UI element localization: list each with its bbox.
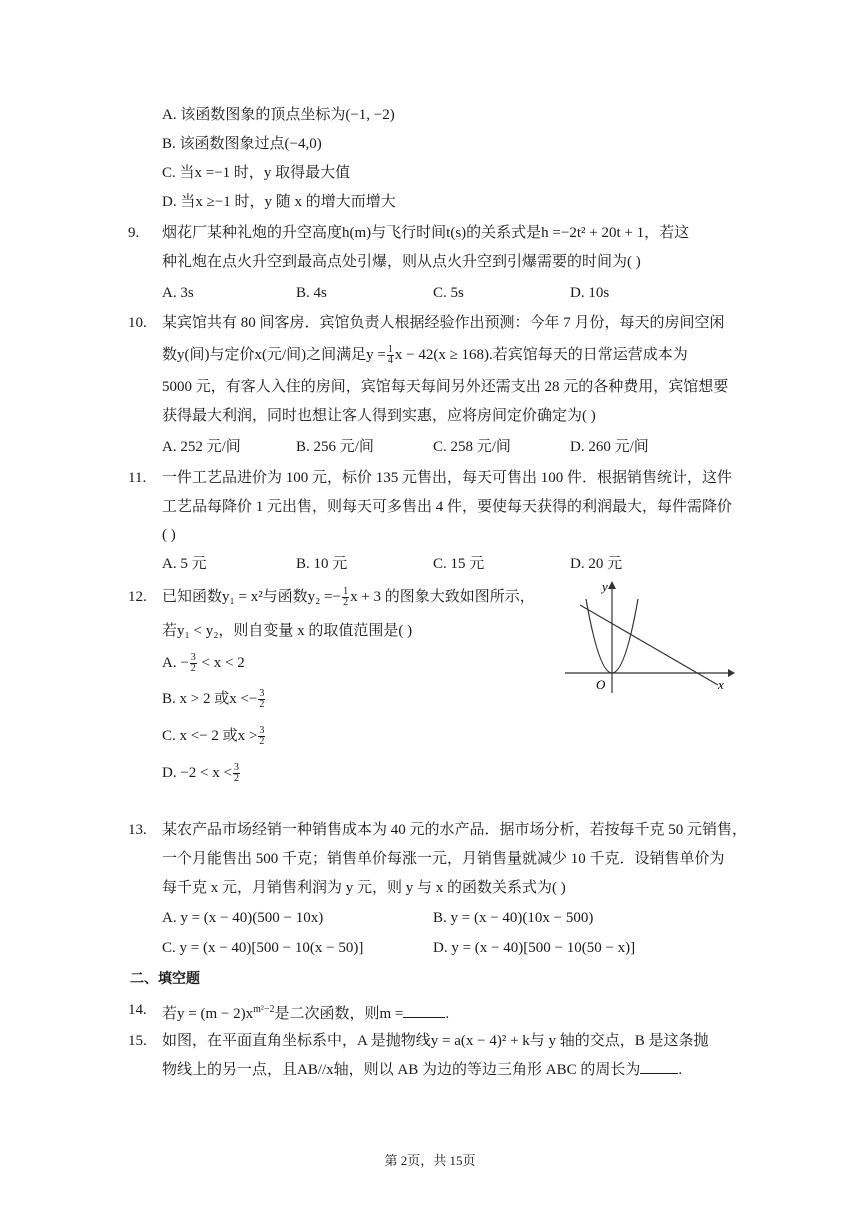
- q11-stem-line1: 一件工艺品进价为 100 元，标价 135 元售出，每天可售出 100 件．根据销售统计，这件: [162, 470, 733, 486]
- q12-option-c: C. x <− 2 或x > $\frac{3}{2}$: [162, 725, 265, 748]
- q11-stem-line2: 工艺品每降价 1 元出售，则每天可多售出 4 件，要使每天获得的利润最大，每件需降价: [162, 499, 733, 515]
- q9-option-b: B. 4s: [296, 285, 327, 301]
- q10-number: 10.: [128, 315, 147, 331]
- section-heading-fill-in: 二、填空题: [130, 971, 200, 987]
- q11-number: 11.: [128, 470, 147, 486]
- q15-stem-line2: 物线上的另一点，且AB//x轴，则以 AB 为边的等边三角形 ABC 的周长为 .: [162, 1059, 682, 1081]
- q9-stem-line1: 烟花厂某种礼炮的升空高度h(m)与飞行时间t(s)的关系式是h =−2t² + 20t + 1，若这: [162, 225, 690, 241]
- q12-function-graph: [560, 575, 735, 700]
- q15-stem-line1: 如图，在平面直角坐标系中，A 是抛物线y = a(x − 4)² + k与 y 轴的交点，B 是这条抛: [162, 1033, 709, 1049]
- q13-option-a: A. y = (x − 40)(500 − 10x): [162, 910, 324, 926]
- q15-number: 15.: [128, 1033, 147, 1049]
- q13-stem-line3: 每千克 x 元，月销售利润为 y 元，则 y 与 x 的函数关系式为( ): [162, 880, 566, 896]
- q8-option-c: C. 当x =−1 时，y 取得最大值: [162, 165, 351, 181]
- q11-option-a: A. 5 元: [162, 556, 207, 572]
- q9-option-c: C. 5s: [433, 285, 464, 301]
- q9-option-d: D. 10s: [570, 285, 610, 301]
- answer-blank[interactable]: [640, 1059, 678, 1074]
- q13-number: 13.: [128, 822, 147, 838]
- q13-stem-line2: 一个月能售出 500 千克；销售单价每涨一元，月销售量就减少 10 千克．设销售单价为: [162, 851, 725, 867]
- q10-stem-line1: 某宾馆共有 80 间客房．宾馆负责人根据经验作出预测：今年 7 月份，每天的房间空闲: [162, 315, 725, 331]
- q8-option-b: B. 该函数图象过点(−4,0): [162, 136, 322, 152]
- q9-stem-line2: 种礼炮在点火升空到最高点处引爆，则从点火升空到引爆需要的时间为( ): [162, 254, 641, 270]
- q12-option-b: B. x > 2 或x <− $\frac{3}{2}$: [162, 688, 265, 711]
- fraction: $\frac{3}{2}$: [259, 725, 265, 748]
- q8-option-d: D. 当x ≥−1 时，y 随 x 的增大而增大: [162, 194, 396, 210]
- q9-option-a: A. 3s: [162, 285, 194, 301]
- y-axis-arrow: [608, 581, 616, 589]
- fraction: $\frac{3}{2}$: [190, 652, 196, 675]
- q10-option-b: B. 256 元/间: [296, 439, 374, 455]
- q13-option-d: D. y = (x − 40)[500 − 10(50 − x)]: [433, 940, 636, 956]
- q12-number: 12.: [128, 589, 147, 605]
- y-axis-label: y: [602, 579, 608, 594]
- q10-option-a: A. 252 元/间: [162, 439, 241, 455]
- fraction: $\frac{1}{4}$: [387, 344, 393, 367]
- q10-stem-line3: 5000 元，有客人入住的房间，宾馆每天每间另外还需支出 28 元的各种费用，宾馆想要: [162, 379, 729, 395]
- q12-option-a: A. − $\frac{3}{2}$ < x < 2: [162, 652, 245, 675]
- q10-option-d: D. 260 元/间: [570, 439, 649, 455]
- origin-label: O: [596, 677, 606, 692]
- fraction: $\frac{3}{2}$: [233, 762, 239, 785]
- q14-number: 14.: [128, 1002, 147, 1018]
- q10-option-c: C. 258 元/间: [433, 439, 511, 455]
- q12-option-d: D. −2 < x < $\frac{3}{2}$: [162, 762, 239, 785]
- q9-number: 9.: [128, 225, 140, 241]
- page-footer: 第 2页，共 15页: [384, 1153, 476, 1168]
- q12-stem-line2: 若y₁ < y₂，则自变量 x 的取值范围是( ): [162, 623, 413, 639]
- fraction: $\frac{1}{2}$: [343, 586, 349, 609]
- q11-option-b: B. 10 元: [296, 556, 348, 572]
- q10-stem-line2: 数y(间)与定价x(元/间)之间满足y = $\frac{1}{4}$ x − 42(x ≥ 168).若宾馆每天的日常运营成本为: [162, 344, 688, 367]
- q10-stem-line4: 获得最大利润，同时也想让客人得到实惠，应将房间定价确定为( ): [162, 408, 596, 424]
- answer-blank[interactable]: [403, 1003, 445, 1018]
- q11-stem-line3: ( ): [162, 527, 176, 543]
- q8-option-a: A. 该函数图象的顶点坐标为(−1, −2): [162, 107, 395, 123]
- x-axis-label: x: [718, 677, 724, 692]
- fraction: $\frac{3}{2}$: [259, 688, 265, 711]
- q12-stem-line1: 已知函数y₁ = x²与函数y₂ =− $\frac{1}{2}$ x + 3 的图象大致如图所示，: [162, 586, 535, 609]
- q14-stem: 若$y = (m - 2)x^{m^2-2}$是二次函数，则m = .: [162, 1004, 450, 1022]
- q13-option-c: C. y = (x − 40)[500 − 10(x − 50)]: [162, 940, 364, 956]
- x-axis-arrow: [728, 669, 735, 677]
- q13-stem-line1: 某农产品市场经销一种销售成本为 40 元的水产品．据市场分析，若按每千克 50 元销售，: [162, 822, 748, 838]
- q11-option-d: D. 20 元: [570, 556, 623, 572]
- q11-option-c: C. 15 元: [433, 556, 485, 572]
- q13-option-b: B. y = (x − 40)(10x − 500): [433, 910, 594, 926]
